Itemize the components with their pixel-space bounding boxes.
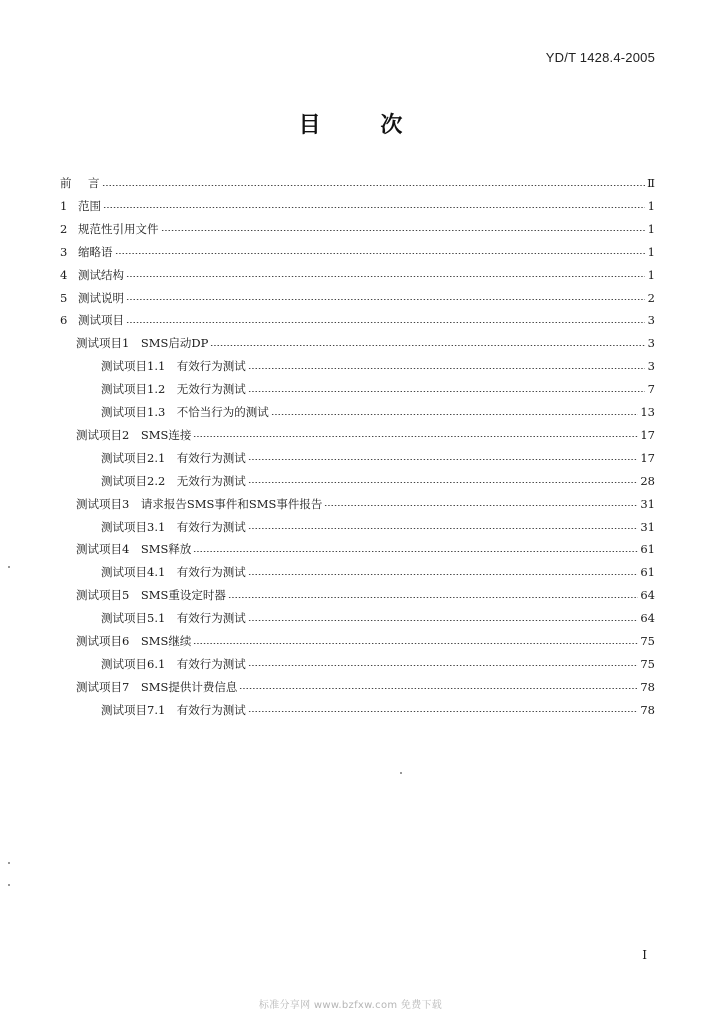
toc-entry-number: 前 bbox=[60, 176, 72, 190]
toc-entry-page: 64 bbox=[640, 611, 655, 626]
toc-entry-label: 言 bbox=[88, 176, 100, 190]
toc-entry bbox=[101, 518, 655, 536]
page-title: 目 次 bbox=[298, 113, 429, 138]
dot-leader bbox=[324, 505, 638, 506]
scan-speck bbox=[400, 772, 402, 774]
toc-entry bbox=[76, 334, 655, 352]
toc-entry bbox=[101, 380, 655, 398]
toc-entry-label: 测试项目3 请求报告SMS事件和SMS事件报告 bbox=[76, 496, 323, 511]
toc-entry-page: 17 bbox=[640, 450, 655, 465]
toc-entry-page: 1 bbox=[647, 244, 655, 259]
dot-leader bbox=[248, 482, 639, 483]
toc-entry bbox=[76, 426, 655, 444]
toc-entry bbox=[76, 678, 655, 696]
toc-entry-label: 测试项目1.2 无效行为测试 bbox=[101, 382, 246, 397]
toc-entry-label: 测试项目6 SMS继续 bbox=[76, 634, 192, 648]
toc-entry bbox=[60, 311, 655, 329]
toc-entry-page: 31 bbox=[640, 496, 655, 511]
toc-entry-number: 4 bbox=[60, 267, 68, 282]
toc-entry bbox=[101, 357, 655, 375]
dot-leader bbox=[248, 528, 639, 529]
dot-leader bbox=[115, 253, 646, 254]
toc-entry-page: 61 bbox=[640, 565, 655, 580]
toc-entry-label: 测试项目4 SMS释放 bbox=[76, 542, 192, 557]
toc-entry bbox=[60, 174, 655, 192]
toc-entry-label: 测试说明 bbox=[78, 290, 124, 305]
toc-entry-label: 测试项目1.3 不恰当行为的测试 bbox=[101, 405, 269, 419]
standard-code: YD/T 1428.4-2005 bbox=[545, 50, 655, 65]
toc-entry-label: 范围 bbox=[78, 198, 101, 213]
dot-leader bbox=[126, 322, 645, 323]
toc-entry-number: 3 bbox=[60, 244, 68, 259]
toc-entry bbox=[101, 563, 655, 581]
toc-entry bbox=[76, 632, 655, 650]
toc-entry-label: 测试项目7.1 有效行为测试 bbox=[101, 702, 246, 717]
toc-entry bbox=[60, 243, 655, 261]
toc-entry-page: 17 bbox=[640, 427, 655, 442]
toc-entry-label: 测试项目2.2 无效行为测试 bbox=[101, 473, 246, 488]
dot-leader bbox=[103, 207, 645, 208]
toc-entry-page: 64 bbox=[640, 588, 655, 603]
toc-entry-page: 61 bbox=[640, 542, 655, 557]
dot-leader bbox=[248, 368, 645, 369]
toc-entry-page: 75 bbox=[640, 634, 655, 648]
toc-entry-label: 测试结构 bbox=[78, 267, 124, 282]
toc-entry-label: 测试项目4.1 有效行为测试 bbox=[101, 565, 246, 580]
dot-leader bbox=[248, 459, 639, 460]
toc-entry bbox=[60, 289, 655, 307]
toc-entry-label: 测试项目5.1 有效行为测试 bbox=[101, 611, 246, 626]
toc-entry bbox=[101, 449, 655, 467]
toc-entry-page: 31 bbox=[640, 519, 655, 534]
toc-entry-page: 75 bbox=[640, 656, 655, 671]
toc-entry bbox=[101, 701, 655, 719]
toc-entry-label: 规范性引用文件 bbox=[78, 221, 159, 236]
dot-leader bbox=[248, 574, 639, 575]
scan-speck bbox=[8, 566, 10, 568]
dot-leader bbox=[248, 391, 645, 392]
toc-entry-page: 78 bbox=[640, 679, 655, 694]
page-number: I bbox=[642, 948, 647, 962]
dot-leader bbox=[271, 414, 639, 415]
toc-entry-label: 测试项目2.1 有效行为测试 bbox=[101, 450, 246, 465]
scan-speck bbox=[8, 884, 10, 886]
toc-entry-label: 测试项目7 SMS提供计费信息 bbox=[76, 679, 238, 694]
toc-entry bbox=[101, 403, 655, 421]
toc-entry-page: 13 bbox=[640, 405, 655, 419]
toc-entry-label: 测试项目2 SMS连接 bbox=[76, 427, 192, 442]
toc-entry-label: 测试项目1 SMS启动DP bbox=[76, 336, 209, 351]
dot-leader bbox=[102, 185, 646, 186]
dot-leader bbox=[126, 276, 645, 277]
dot-leader bbox=[210, 345, 645, 346]
dot-leader bbox=[248, 620, 639, 621]
toc-entry-number: 2 bbox=[60, 221, 68, 236]
toc-entry-page: 3 bbox=[647, 336, 655, 351]
watermark-text: 标准分享网 www.bzfxw.com 免费下载 bbox=[258, 1000, 443, 1011]
toc-entry-number: 5 bbox=[60, 290, 68, 305]
toc-entry-page: 1 bbox=[647, 221, 655, 236]
toc-entry bbox=[60, 266, 655, 284]
dot-leader bbox=[193, 436, 638, 437]
dot-leader bbox=[239, 688, 638, 689]
toc-entry-label: 缩略语 bbox=[78, 244, 113, 259]
toc-entry-label: 测试项目1.1 有效行为测试 bbox=[101, 359, 246, 374]
toc-entry bbox=[101, 472, 655, 490]
toc-entry-page: 3 bbox=[647, 313, 655, 328]
toc-entry bbox=[60, 197, 655, 215]
dot-leader bbox=[193, 551, 638, 552]
toc-entry-number: 1 bbox=[60, 198, 68, 213]
dot-leader bbox=[228, 597, 639, 598]
dot-leader bbox=[193, 643, 638, 644]
toc-entry-label: 测试项目 bbox=[78, 313, 124, 328]
dot-leader bbox=[126, 299, 645, 300]
toc-entry bbox=[101, 609, 655, 627]
toc-entry bbox=[76, 540, 655, 558]
toc-entry-label: 测试项目6.1 有效行为测试 bbox=[101, 656, 246, 671]
toc-entry-number: 6 bbox=[60, 313, 68, 328]
toc-entry-page: 1 bbox=[647, 267, 655, 282]
dot-leader bbox=[248, 665, 639, 666]
dot-leader bbox=[248, 711, 639, 712]
dot-leader bbox=[161, 230, 646, 231]
toc-entry-page: 28 bbox=[640, 473, 655, 488]
toc-entry bbox=[60, 220, 655, 238]
toc-entry-page: 2 bbox=[647, 290, 655, 305]
toc-entry bbox=[76, 586, 655, 604]
toc-entry-page: Ⅱ bbox=[647, 176, 655, 190]
toc-entry bbox=[76, 495, 655, 513]
scan-speck bbox=[8, 862, 10, 864]
toc-entry-page: 7 bbox=[647, 382, 655, 397]
toc-entry bbox=[101, 655, 655, 673]
toc-entry-page: 78 bbox=[640, 702, 655, 717]
toc-entry-label: 测试项目5 SMS重设定时器 bbox=[76, 588, 226, 603]
toc-entry-page: 1 bbox=[647, 198, 655, 213]
toc-entry-page: 3 bbox=[647, 359, 655, 374]
toc-entry-label: 测试项目3.1 有效行为测试 bbox=[101, 519, 246, 534]
